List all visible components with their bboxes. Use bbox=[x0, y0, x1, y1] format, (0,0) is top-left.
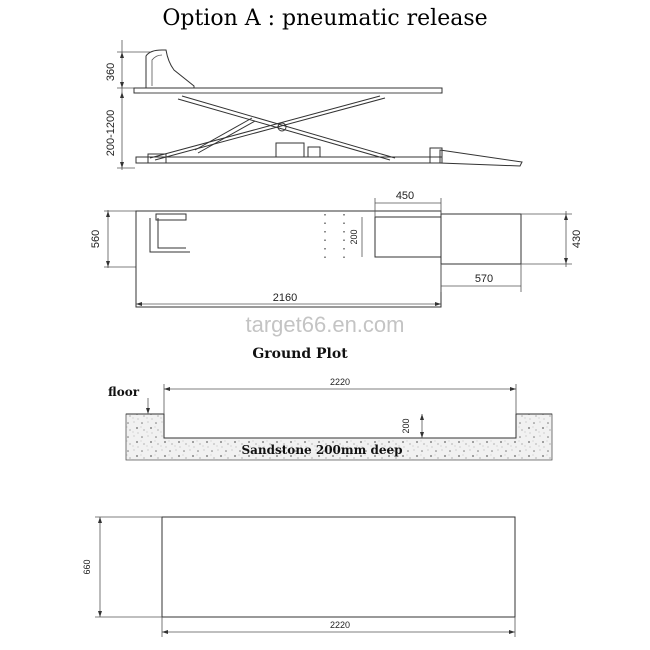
pit-plan bbox=[82, 517, 515, 637]
arrow-head bbox=[162, 630, 168, 634]
arrow-head bbox=[98, 611, 102, 617]
top-view bbox=[90, 190, 583, 307]
dim-length: 2160 bbox=[272, 292, 298, 304]
dim-pit-depth: 200 bbox=[401, 418, 411, 434]
arrow-head bbox=[120, 162, 124, 168]
arrow-head bbox=[146, 408, 150, 414]
dim-ext-inner: 200 bbox=[349, 229, 359, 245]
arrow-head bbox=[164, 387, 170, 391]
front-ramp bbox=[440, 150, 522, 166]
arrow-head bbox=[120, 52, 124, 58]
scissor-arm-b-edge bbox=[178, 99, 390, 160]
dim-ext-height: 430 bbox=[571, 229, 583, 249]
backrest-pad bbox=[156, 214, 186, 220]
floor-label: floor bbox=[108, 385, 140, 399]
hydraulic-cylinder bbox=[195, 118, 252, 150]
side-view bbox=[105, 40, 522, 170]
backrest bbox=[146, 50, 194, 88]
front-extension-plate bbox=[375, 217, 441, 257]
lift-platform bbox=[134, 88, 442, 93]
arrow-head bbox=[420, 432, 424, 438]
dim-width: 560 bbox=[90, 229, 102, 249]
lift-base bbox=[136, 157, 442, 163]
dim-pit-width: 660 bbox=[82, 559, 92, 575]
dim-ext-top: 450 bbox=[395, 190, 415, 202]
dim-pit-length: 2220 bbox=[329, 377, 351, 387]
pit-plan-rect bbox=[162, 517, 515, 617]
scissor-arm-b bbox=[182, 96, 395, 158]
dim-backrest: 360 bbox=[105, 62, 117, 82]
dim-ext-length: 570 bbox=[474, 273, 494, 285]
pump-unit bbox=[276, 143, 304, 157]
pit-outline bbox=[126, 414, 552, 438]
dim-pit-plan-length: 2220 bbox=[329, 620, 351, 630]
arrow-head bbox=[510, 387, 516, 391]
ramp-extension bbox=[441, 214, 521, 264]
scissor-arm-a bbox=[150, 96, 380, 158]
diagram-title: Option A : pneumatic release bbox=[162, 6, 488, 31]
arrow-head bbox=[120, 92, 124, 98]
ground-plot bbox=[108, 346, 552, 460]
arrow-head bbox=[509, 630, 515, 634]
arrow-head bbox=[564, 258, 568, 264]
roller-block bbox=[148, 154, 166, 163]
arrow-head bbox=[564, 214, 568, 220]
arrow-head bbox=[106, 211, 110, 217]
arrow-head bbox=[435, 302, 441, 306]
backrest-mount-outer bbox=[150, 218, 190, 252]
arrow-head bbox=[106, 261, 110, 267]
sandstone-label: Sandstone 200mm deep bbox=[241, 443, 403, 457]
hydraulic-cylinder-edge bbox=[198, 121, 255, 153]
arrow-head bbox=[136, 302, 142, 306]
scissor-arm-a-edge bbox=[155, 98, 385, 160]
ground-plot-heading: Ground Plot bbox=[252, 346, 348, 362]
arrow-head bbox=[98, 517, 102, 523]
backrest-inner bbox=[152, 55, 162, 86]
pump-motor bbox=[308, 147, 320, 157]
backrest-mount bbox=[158, 218, 186, 248]
watermark: target66.en.com bbox=[245, 312, 405, 337]
arrow-head bbox=[420, 414, 424, 420]
arrow-head bbox=[120, 82, 124, 88]
dim-height-range: 200-1200 bbox=[105, 109, 117, 157]
